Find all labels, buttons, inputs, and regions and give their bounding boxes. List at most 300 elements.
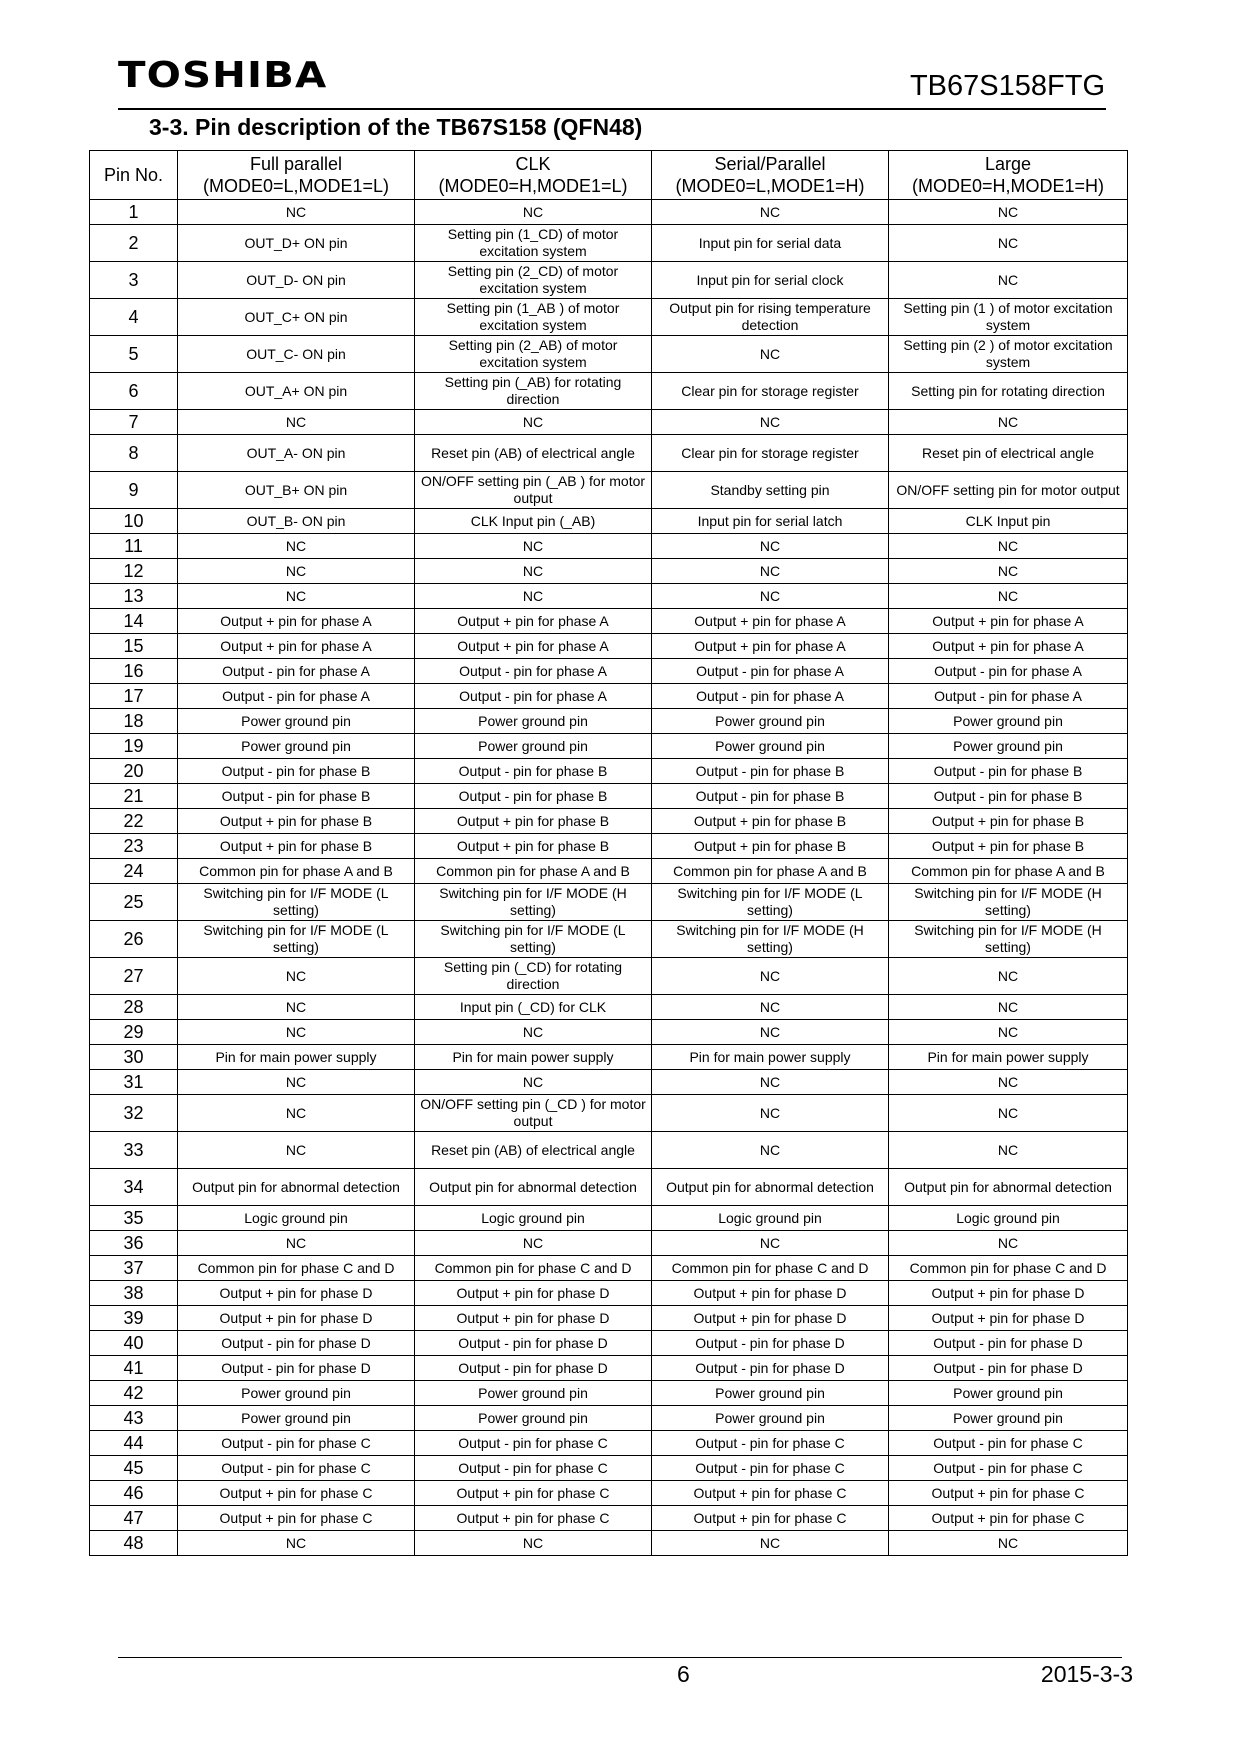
full-parallel-cell: NC bbox=[178, 1020, 415, 1045]
full-parallel-cell: NC bbox=[178, 1095, 415, 1132]
serial-parallel-cell: Input pin for serial clock bbox=[652, 262, 889, 299]
header-serial-parallel: Serial/Parallel (MODE0=L,MODE1=H) bbox=[652, 151, 889, 200]
table-row bbox=[90, 759, 1128, 784]
serial-parallel-cell: Output - pin for phase A bbox=[652, 659, 889, 684]
large-cell: Output - pin for phase B bbox=[889, 784, 1128, 809]
table-row bbox=[90, 659, 1128, 684]
large-cell: Switching pin for I/F MODE (H setting) bbox=[889, 884, 1128, 921]
clk-cell: ON/OFF setting pin (_AB ) for motor output bbox=[415, 472, 652, 509]
serial-parallel-cell: NC bbox=[652, 995, 889, 1020]
pin-number-cell: 4 bbox=[90, 299, 178, 336]
full-parallel-cell: NC bbox=[178, 1531, 415, 1556]
pin-number-cell: 25 bbox=[90, 884, 178, 921]
table-row bbox=[90, 958, 1128, 995]
serial-parallel-cell: Output + pin for phase B bbox=[652, 809, 889, 834]
clk-cell: NC bbox=[415, 584, 652, 609]
large-cell: NC bbox=[889, 1070, 1128, 1095]
large-cell: Power ground pin bbox=[889, 709, 1128, 734]
serial-parallel-cell: Output - pin for phase D bbox=[652, 1356, 889, 1381]
clk-cell: Output + pin for phase A bbox=[415, 634, 652, 659]
full-parallel-cell: Power ground pin bbox=[178, 1381, 415, 1406]
full-parallel-cell: Output + pin for phase A bbox=[178, 634, 415, 659]
pin-number-cell: 48 bbox=[90, 1531, 178, 1556]
clk-cell: Setting pin (2_AB) of motor excitation system bbox=[415, 336, 652, 373]
large-cell: NC bbox=[889, 958, 1128, 995]
full-parallel-cell: Power ground pin bbox=[178, 734, 415, 759]
clk-cell: Logic ground pin bbox=[415, 1206, 652, 1231]
clk-cell: Power ground pin bbox=[415, 1406, 652, 1431]
table-row bbox=[90, 684, 1128, 709]
full-parallel-cell: NC bbox=[178, 534, 415, 559]
large-cell: NC bbox=[889, 225, 1128, 262]
table-row bbox=[90, 1431, 1128, 1456]
large-cell: Logic ground pin bbox=[889, 1206, 1128, 1231]
large-cell: Output + pin for phase A bbox=[889, 609, 1128, 634]
pin-number-cell: 42 bbox=[90, 1381, 178, 1406]
clk-cell: Power ground pin bbox=[415, 1381, 652, 1406]
table-row bbox=[90, 1531, 1128, 1556]
pin-number-cell: 10 bbox=[90, 509, 178, 534]
serial-parallel-cell: NC bbox=[652, 534, 889, 559]
table-row bbox=[90, 1356, 1128, 1381]
serial-parallel-cell: Output - pin for phase B bbox=[652, 759, 889, 784]
clk-cell: NC bbox=[415, 1231, 652, 1256]
clk-cell: NC bbox=[415, 200, 652, 225]
clk-cell: Output - pin for phase C bbox=[415, 1456, 652, 1481]
large-cell: Setting pin for rotating direction bbox=[889, 373, 1128, 410]
clk-cell: NC bbox=[415, 559, 652, 584]
table-row bbox=[90, 709, 1128, 734]
table-row bbox=[90, 1045, 1128, 1070]
full-parallel-cell: NC bbox=[178, 1070, 415, 1095]
table-row bbox=[90, 1406, 1128, 1431]
part-number: TB67S158FTG bbox=[909, 70, 1105, 102]
table-row bbox=[90, 1206, 1128, 1231]
clk-cell: Output - pin for phase C bbox=[415, 1431, 652, 1456]
serial-parallel-cell: Standby setting pin bbox=[652, 472, 889, 509]
pin-description-table bbox=[89, 150, 1128, 1556]
full-parallel-cell: NC bbox=[178, 1132, 415, 1169]
clk-cell: NC bbox=[415, 1070, 652, 1095]
pin-number-cell: 46 bbox=[90, 1481, 178, 1506]
table-row bbox=[90, 584, 1128, 609]
table-row bbox=[90, 225, 1128, 262]
table-row bbox=[90, 609, 1128, 634]
large-cell: NC bbox=[889, 262, 1128, 299]
header-pin-no: Pin No. bbox=[90, 151, 178, 200]
table-row bbox=[90, 1506, 1128, 1531]
clk-cell: Output - pin for phase D bbox=[415, 1331, 652, 1356]
pin-number-cell: 47 bbox=[90, 1506, 178, 1531]
serial-parallel-cell: Output pin for rising temperature detection bbox=[652, 299, 889, 336]
full-parallel-cell: OUT_A- ON pin bbox=[178, 435, 415, 472]
full-parallel-cell: NC bbox=[178, 559, 415, 584]
serial-parallel-cell: NC bbox=[652, 1020, 889, 1045]
pin-number-cell: 2 bbox=[90, 225, 178, 262]
serial-parallel-cell: NC bbox=[652, 336, 889, 373]
clk-cell: Setting pin (_AB) for rotating direction bbox=[415, 373, 652, 410]
clk-cell: Setting pin (1_AB ) of motor excitation system bbox=[415, 299, 652, 336]
clk-cell: Output - pin for phase D bbox=[415, 1356, 652, 1381]
full-parallel-cell: OUT_A+ ON pin bbox=[178, 373, 415, 410]
serial-parallel-cell: Output - pin for phase A bbox=[652, 684, 889, 709]
large-cell: ON/OFF setting pin for motor output bbox=[889, 472, 1128, 509]
serial-parallel-cell: NC bbox=[652, 1231, 889, 1256]
table-row bbox=[90, 336, 1128, 373]
large-cell: NC bbox=[889, 1231, 1128, 1256]
large-cell: Common pin for phase C and D bbox=[889, 1256, 1128, 1281]
clk-cell: Output + pin for phase B bbox=[415, 834, 652, 859]
table-row bbox=[90, 410, 1128, 435]
large-cell: Output - pin for phase A bbox=[889, 684, 1128, 709]
clk-cell: Reset pin (AB) of electrical angle bbox=[415, 435, 652, 472]
pin-number-cell: 22 bbox=[90, 809, 178, 834]
large-cell: Output + pin for phase D bbox=[889, 1281, 1128, 1306]
table-row bbox=[90, 859, 1128, 884]
full-parallel-cell: OUT_B+ ON pin bbox=[178, 472, 415, 509]
full-parallel-cell: Output - pin for phase C bbox=[178, 1456, 415, 1481]
clk-cell: Switching pin for I/F MODE (H setting) bbox=[415, 884, 652, 921]
serial-parallel-cell: Output + pin for phase A bbox=[652, 609, 889, 634]
pin-number-cell: 17 bbox=[90, 684, 178, 709]
full-parallel-cell: Pin for main power supply bbox=[178, 1045, 415, 1070]
full-parallel-cell: Output + pin for phase B bbox=[178, 809, 415, 834]
large-cell: Reset pin of electrical angle bbox=[889, 435, 1128, 472]
clk-cell: Setting pin (2_CD) of motor excitation system bbox=[415, 262, 652, 299]
pin-number-cell: 27 bbox=[90, 958, 178, 995]
clk-cell: CLK Input pin (_AB) bbox=[415, 509, 652, 534]
large-cell: Switching pin for I/F MODE (H setting) bbox=[889, 921, 1128, 958]
clk-cell: Common pin for phase A and B bbox=[415, 859, 652, 884]
large-cell: Output pin for abnormal detection bbox=[889, 1169, 1128, 1206]
large-cell: Power ground pin bbox=[889, 1381, 1128, 1406]
serial-parallel-cell: NC bbox=[652, 559, 889, 584]
large-cell: Setting pin (1 ) of motor excitation system bbox=[889, 299, 1128, 336]
serial-parallel-cell: Common pin for phase C and D bbox=[652, 1256, 889, 1281]
full-parallel-cell: Logic ground pin bbox=[178, 1206, 415, 1231]
large-cell: NC bbox=[889, 410, 1128, 435]
full-parallel-cell: Output - pin for phase C bbox=[178, 1431, 415, 1456]
large-cell: Pin for main power supply bbox=[889, 1045, 1128, 1070]
pin-number-cell: 13 bbox=[90, 584, 178, 609]
table-row bbox=[90, 809, 1128, 834]
serial-parallel-cell: Power ground pin bbox=[652, 1406, 889, 1431]
clk-cell: Output - pin for phase A bbox=[415, 659, 652, 684]
clk-cell: Output + pin for phase D bbox=[415, 1281, 652, 1306]
pin-number-cell: 31 bbox=[90, 1070, 178, 1095]
large-cell: NC bbox=[889, 200, 1128, 225]
large-cell: Output + pin for phase B bbox=[889, 809, 1128, 834]
pin-number-cell: 12 bbox=[90, 559, 178, 584]
table-row bbox=[90, 262, 1128, 299]
full-parallel-cell: Power ground pin bbox=[178, 1406, 415, 1431]
page-number: 6 bbox=[677, 1661, 690, 1687]
clk-cell: Common pin for phase C and D bbox=[415, 1256, 652, 1281]
serial-parallel-cell: NC bbox=[652, 958, 889, 995]
clk-cell: ON/OFF setting pin (_CD ) for motor output bbox=[415, 1095, 652, 1132]
table-row bbox=[90, 1281, 1128, 1306]
full-parallel-cell: Switching pin for I/F MODE (L setting) bbox=[178, 884, 415, 921]
pin-number-cell: 44 bbox=[90, 1431, 178, 1456]
large-cell: Output - pin for phase B bbox=[889, 759, 1128, 784]
full-parallel-cell: OUT_B- ON pin bbox=[178, 509, 415, 534]
table-row bbox=[90, 634, 1128, 659]
full-parallel-cell: NC bbox=[178, 584, 415, 609]
large-cell: Output + pin for phase A bbox=[889, 634, 1128, 659]
serial-parallel-cell: Output + pin for phase C bbox=[652, 1506, 889, 1531]
serial-parallel-cell: Pin for main power supply bbox=[652, 1045, 889, 1070]
pin-number-cell: 23 bbox=[90, 834, 178, 859]
pin-number-cell: 18 bbox=[90, 709, 178, 734]
pin-number-cell: 45 bbox=[90, 1456, 178, 1481]
large-cell: Output + pin for phase D bbox=[889, 1306, 1128, 1331]
large-cell: NC bbox=[889, 1531, 1128, 1556]
full-parallel-cell: Common pin for phase C and D bbox=[178, 1256, 415, 1281]
table-row bbox=[90, 559, 1128, 584]
clk-cell: NC bbox=[415, 1020, 652, 1045]
full-parallel-cell: Output - pin for phase D bbox=[178, 1356, 415, 1381]
large-cell: Output - pin for phase D bbox=[889, 1356, 1128, 1381]
clk-cell: Output + pin for phase C bbox=[415, 1481, 652, 1506]
full-parallel-cell: Output - pin for phase A bbox=[178, 684, 415, 709]
large-cell: NC bbox=[889, 559, 1128, 584]
serial-parallel-cell: NC bbox=[652, 1132, 889, 1169]
full-parallel-cell: Output + pin for phase B bbox=[178, 834, 415, 859]
full-parallel-cell: NC bbox=[178, 410, 415, 435]
serial-parallel-cell: Output - pin for phase C bbox=[652, 1456, 889, 1481]
toshiba-logo: TOSHIBA bbox=[118, 55, 328, 96]
serial-parallel-cell: Output pin for abnormal detection bbox=[652, 1169, 889, 1206]
serial-parallel-cell: Output - pin for phase B bbox=[652, 784, 889, 809]
large-cell: Output - pin for phase C bbox=[889, 1431, 1128, 1456]
large-cell: Output - pin for phase C bbox=[889, 1456, 1128, 1481]
clk-cell: Output + pin for phase C bbox=[415, 1506, 652, 1531]
table-row bbox=[90, 472, 1128, 509]
serial-parallel-cell: Output + pin for phase D bbox=[652, 1306, 889, 1331]
clk-cell: Output pin for abnormal detection bbox=[415, 1169, 652, 1206]
header-clk: CLK (MODE0=H,MODE1=L) bbox=[415, 151, 652, 200]
large-cell: Power ground pin bbox=[889, 734, 1128, 759]
serial-parallel-cell: Input pin for serial data bbox=[652, 225, 889, 262]
serial-parallel-cell: Input pin for serial latch bbox=[652, 509, 889, 534]
pin-number-cell: 8 bbox=[90, 435, 178, 472]
pin-number-cell: 38 bbox=[90, 1281, 178, 1306]
large-cell: Output + pin for phase C bbox=[889, 1506, 1128, 1531]
full-parallel-cell: Output - pin for phase B bbox=[178, 784, 415, 809]
full-parallel-cell: OUT_C- ON pin bbox=[178, 336, 415, 373]
large-cell: NC bbox=[889, 1095, 1128, 1132]
large-cell: NC bbox=[889, 995, 1128, 1020]
serial-parallel-cell: Clear pin for storage register bbox=[652, 373, 889, 410]
clk-cell: Output - pin for phase B bbox=[415, 759, 652, 784]
serial-parallel-cell: Output + pin for phase B bbox=[652, 834, 889, 859]
clk-cell: Output + pin for phase B bbox=[415, 809, 652, 834]
table-row bbox=[90, 1381, 1128, 1406]
footer-rule bbox=[118, 1657, 1122, 1658]
header-rule bbox=[118, 108, 1106, 110]
full-parallel-cell: OUT_D- ON pin bbox=[178, 262, 415, 299]
clk-cell: Setting pin (1_CD) of motor excitation system bbox=[415, 225, 652, 262]
large-cell: NC bbox=[889, 534, 1128, 559]
document-date: 2015-3-3 bbox=[1040, 1661, 1133, 1687]
table-row bbox=[90, 1456, 1128, 1481]
full-parallel-cell: Power ground pin bbox=[178, 709, 415, 734]
pin-number-cell: 32 bbox=[90, 1095, 178, 1132]
table-row bbox=[90, 1256, 1128, 1281]
large-cell: Output + pin for phase B bbox=[889, 834, 1128, 859]
full-parallel-cell: Output + pin for phase A bbox=[178, 609, 415, 634]
pin-number-cell: 40 bbox=[90, 1331, 178, 1356]
serial-parallel-cell: NC bbox=[652, 1531, 889, 1556]
full-parallel-cell: Common pin for phase A and B bbox=[178, 859, 415, 884]
full-parallel-cell: NC bbox=[178, 200, 415, 225]
table-row bbox=[90, 1169, 1128, 1206]
pin-number-cell: 29 bbox=[90, 1020, 178, 1045]
table-row bbox=[90, 995, 1128, 1020]
pin-number-cell: 19 bbox=[90, 734, 178, 759]
serial-parallel-cell: Output - pin for phase D bbox=[652, 1331, 889, 1356]
table-header-row bbox=[90, 151, 1128, 200]
clk-cell: Pin for main power supply bbox=[415, 1045, 652, 1070]
serial-parallel-cell: Output + pin for phase C bbox=[652, 1481, 889, 1506]
serial-parallel-cell: NC bbox=[652, 200, 889, 225]
table-row bbox=[90, 921, 1128, 958]
pin-number-cell: 28 bbox=[90, 995, 178, 1020]
table-row bbox=[90, 834, 1128, 859]
serial-parallel-cell: Common pin for phase A and B bbox=[652, 859, 889, 884]
table-row bbox=[90, 435, 1128, 472]
pin-number-cell: 11 bbox=[90, 534, 178, 559]
full-parallel-cell: Output pin for abnormal detection bbox=[178, 1169, 415, 1206]
pin-number-cell: 41 bbox=[90, 1356, 178, 1381]
serial-parallel-cell: NC bbox=[652, 1095, 889, 1132]
table-row bbox=[90, 884, 1128, 921]
full-parallel-cell: NC bbox=[178, 995, 415, 1020]
serial-parallel-cell: Output - pin for phase C bbox=[652, 1431, 889, 1456]
table-row bbox=[90, 534, 1128, 559]
clk-cell: Setting pin (_CD) for rotating direction bbox=[415, 958, 652, 995]
clk-cell: Output - pin for phase B bbox=[415, 784, 652, 809]
pin-number-cell: 26 bbox=[90, 921, 178, 958]
serial-parallel-cell: Output + pin for phase A bbox=[652, 634, 889, 659]
large-cell: Output + pin for phase C bbox=[889, 1481, 1128, 1506]
pin-number-cell: 24 bbox=[90, 859, 178, 884]
large-cell: Common pin for phase A and B bbox=[889, 859, 1128, 884]
pin-number-cell: 35 bbox=[90, 1206, 178, 1231]
table-row bbox=[90, 1481, 1128, 1506]
pin-number-cell: 16 bbox=[90, 659, 178, 684]
large-cell: Output - pin for phase A bbox=[889, 659, 1128, 684]
full-parallel-cell: Output + pin for phase D bbox=[178, 1306, 415, 1331]
table-row bbox=[90, 1306, 1128, 1331]
table-row bbox=[90, 373, 1128, 410]
table-row bbox=[90, 1020, 1128, 1045]
pin-number-cell: 1 bbox=[90, 200, 178, 225]
section-title: 3-3. Pin description of the TB67S158 (QFN48) bbox=[149, 114, 643, 140]
header-large: Large (MODE0=H,MODE1=H) bbox=[889, 151, 1128, 200]
pin-number-cell: 3 bbox=[90, 262, 178, 299]
pin-number-cell: 30 bbox=[90, 1045, 178, 1070]
pin-number-cell: 15 bbox=[90, 634, 178, 659]
full-parallel-cell: Output + pin for phase C bbox=[178, 1481, 415, 1506]
serial-parallel-cell: Switching pin for I/F MODE (L setting) bbox=[652, 884, 889, 921]
table-row bbox=[90, 509, 1128, 534]
clk-cell: Switching pin for I/F MODE (L setting) bbox=[415, 921, 652, 958]
clk-cell: Output - pin for phase A bbox=[415, 684, 652, 709]
serial-parallel-cell: Output + pin for phase D bbox=[652, 1281, 889, 1306]
serial-parallel-cell: Power ground pin bbox=[652, 709, 889, 734]
pin-number-cell: 39 bbox=[90, 1306, 178, 1331]
table-row bbox=[90, 1132, 1128, 1169]
serial-parallel-cell: NC bbox=[652, 584, 889, 609]
serial-parallel-cell: Clear pin for storage register bbox=[652, 435, 889, 472]
table-row bbox=[90, 1070, 1128, 1095]
serial-parallel-cell: NC bbox=[652, 1070, 889, 1095]
full-parallel-cell: NC bbox=[178, 958, 415, 995]
clk-cell: Output + pin for phase A bbox=[415, 609, 652, 634]
full-parallel-cell: Switching pin for I/F MODE (L setting) bbox=[178, 921, 415, 958]
full-parallel-cell: OUT_D+ ON pin bbox=[178, 225, 415, 262]
full-parallel-cell: OUT_C+ ON pin bbox=[178, 299, 415, 336]
large-cell: NC bbox=[889, 584, 1128, 609]
serial-parallel-cell: Switching pin for I/F MODE (H setting) bbox=[652, 921, 889, 958]
full-parallel-cell: Output - pin for phase A bbox=[178, 659, 415, 684]
pin-number-cell: 37 bbox=[90, 1256, 178, 1281]
header-full-parallel: Full parallel (MODE0=L,MODE1=L) bbox=[178, 151, 415, 200]
full-parallel-cell: Output - pin for phase B bbox=[178, 759, 415, 784]
pin-number-cell: 34 bbox=[90, 1169, 178, 1206]
clk-cell: Reset pin (AB) of electrical angle bbox=[415, 1132, 652, 1169]
clk-cell: NC bbox=[415, 534, 652, 559]
pin-number-cell: 14 bbox=[90, 609, 178, 634]
pin-number-cell: 9 bbox=[90, 472, 178, 509]
pin-number-cell: 5 bbox=[90, 336, 178, 373]
pin-number-cell: 33 bbox=[90, 1132, 178, 1169]
pin-number-cell: 6 bbox=[90, 373, 178, 410]
large-cell: Setting pin (2 ) of motor excitation system bbox=[889, 336, 1128, 373]
clk-cell: Output + pin for phase D bbox=[415, 1306, 652, 1331]
serial-parallel-cell: Logic ground pin bbox=[652, 1206, 889, 1231]
serial-parallel-cell: Power ground pin bbox=[652, 1381, 889, 1406]
large-cell: NC bbox=[889, 1020, 1128, 1045]
pin-number-cell: 43 bbox=[90, 1406, 178, 1431]
full-parallel-cell: Output + pin for phase D bbox=[178, 1281, 415, 1306]
serial-parallel-cell: Power ground pin bbox=[652, 734, 889, 759]
full-parallel-cell: Output + pin for phase C bbox=[178, 1506, 415, 1531]
large-cell: CLK Input pin bbox=[889, 509, 1128, 534]
table-row bbox=[90, 200, 1128, 225]
clk-cell: Power ground pin bbox=[415, 709, 652, 734]
serial-parallel-cell: NC bbox=[652, 410, 889, 435]
table-row bbox=[90, 1095, 1128, 1132]
clk-cell: Input pin (_CD) for CLK bbox=[415, 995, 652, 1020]
pin-number-cell: 20 bbox=[90, 759, 178, 784]
full-parallel-cell: Output - pin for phase D bbox=[178, 1331, 415, 1356]
table-row bbox=[90, 299, 1128, 336]
table-row bbox=[90, 1231, 1128, 1256]
clk-cell: NC bbox=[415, 410, 652, 435]
large-cell: Output - pin for phase D bbox=[889, 1331, 1128, 1356]
pin-number-cell: 36 bbox=[90, 1231, 178, 1256]
table-row bbox=[90, 734, 1128, 759]
large-cell: NC bbox=[889, 1132, 1128, 1169]
full-parallel-cell: NC bbox=[178, 1231, 415, 1256]
pin-number-cell: 21 bbox=[90, 784, 178, 809]
table-row bbox=[90, 1331, 1128, 1356]
clk-cell: Power ground pin bbox=[415, 734, 652, 759]
large-cell: Power ground pin bbox=[889, 1406, 1128, 1431]
pin-number-cell: 7 bbox=[90, 410, 178, 435]
